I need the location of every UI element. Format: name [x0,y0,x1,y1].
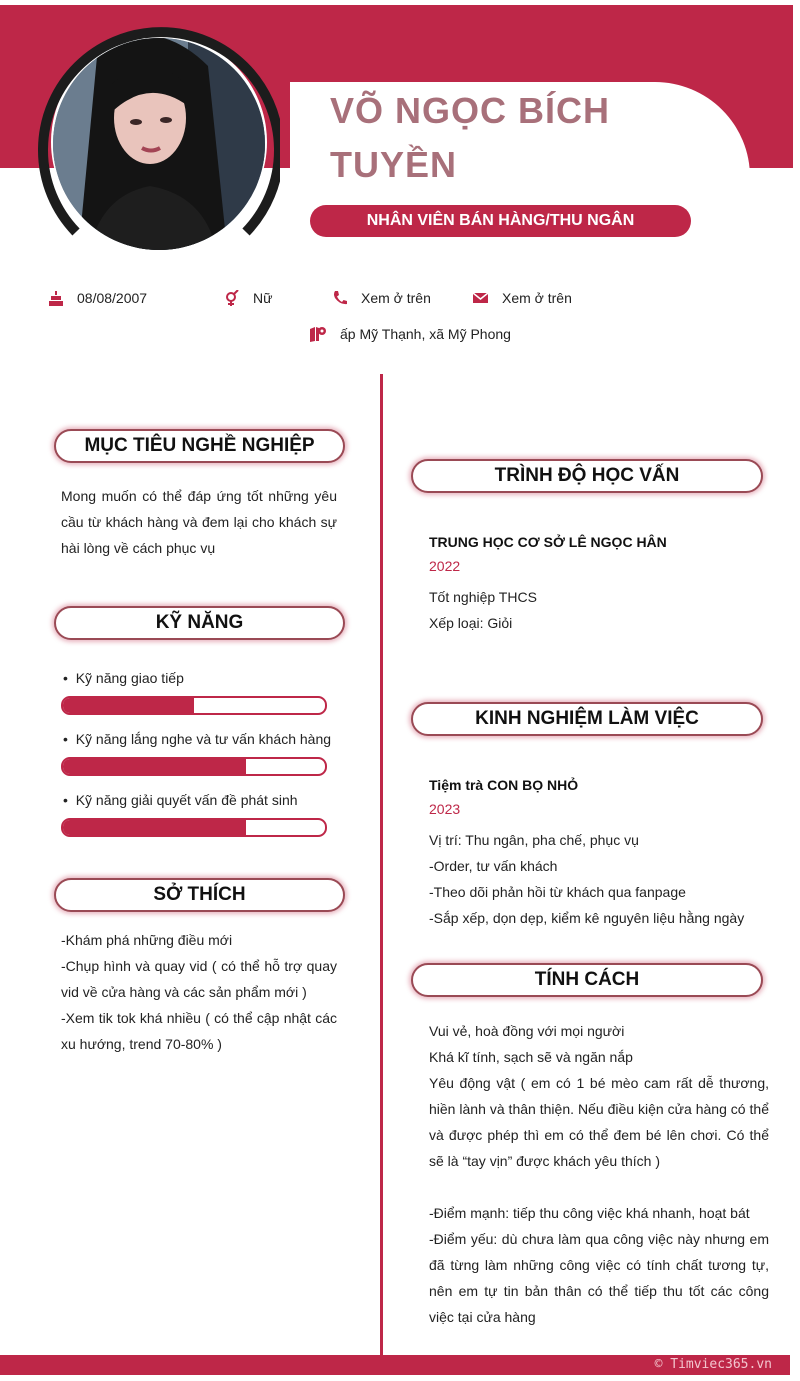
phone-icon [333,290,347,306]
skill-bar-fill [63,698,194,713]
job-title: NHÂN VIÊN BÁN HÀNG/THU NGÂN [310,205,691,237]
skill-bar [61,818,327,837]
contact-email [473,290,572,306]
skill-bar-fill [63,759,246,774]
skill-bar [61,757,327,776]
personality-text: Vui vẻ, hoà đồng với mọi người Khá kĩ tính, sạch sẽ và ngăn nắp Yêu động vật ( em có 1 bé mèo cam rất dễ thương, hiền lành và thân thiện. Nếu điều kiện cửa hàng có thể và được phép thì em có thể đem bé lên chơi. Có thể sẽ là “tay vịn” được khách yêu thích ) -Điểm mạnh: tiếp thu công việc khá nhanh, hoạt bát -Điểm yếu: dù chưa làm qua công việc này nhưng em đã từng làm những công việc có tính chất tương tự, nên em tự tin bản thân có thể tiếp thu tốt các công việc tại cửa hàng [429,1023,769,1325]
objective-text: Mong muốn có thể đáp ứng tốt những yêu cầu từ khách hàng và đem lại cho khách sự hài lòng về cách phục vụ [61,488,337,556]
gender-text: Nữ [253,290,273,306]
company-name: Tiệm trà CON BỌ NHỎ [429,777,579,793]
cake-icon [49,290,63,306]
school-name: TRUNG HỌC CƠ SỞ LÊ NGỌC HÂN [429,534,667,550]
skill-bar [61,696,327,715]
skills-heading: KỸ NĂNG [54,606,345,640]
avatar [38,26,280,258]
personality-heading: TÍNH CÁCH [411,963,763,997]
contact-gender [225,290,272,306]
address-text: ấp Mỹ Thạnh, xã Mỹ Phong [340,326,511,342]
mail-icon [473,292,488,304]
gender-icon [225,290,239,306]
experience-heading: KINH NGHIỆM LÀM VIỆC [411,702,763,736]
hobbies-text: -Khám phá những điều mới -Chụp hình và quay vid ( có thể hỗ trợ quay vid về cửa hàng và các sản phẩm mới ) -Xem tik tok khá nhiều ( có thể cập nhật các xu hướng, trend 70-80% ) [61,932,337,1052]
contact-birthday [49,290,147,306]
email-text: Xem ở trên [502,290,572,306]
education-details: Tốt nghiệp THCS Xếp loại: Giỏi [429,589,537,631]
experience-details: Vị trí: Thu ngân, pha chế, phục vụ -Order, tư vấn khách -Theo dõi phản hồi từ khách qua fanpage -Sắp xếp, dọn dẹp, kiểm kê nguyên liệu hằng ngày [429,832,745,926]
education-heading: TRÌNH ĐỘ HỌC VẤN [411,459,763,493]
contact-address [310,326,511,342]
phone-text: Xem ở trên [361,290,431,306]
skill-bar-fill [63,820,246,835]
contact-phone [333,290,431,306]
objective-heading: MỤC TIÊU NGHỀ NGHIỆP [54,429,345,463]
education-year: 2022 [429,558,461,574]
birthday-text: 08/08/2007 [77,290,148,306]
hobbies-heading: SỞ THÍCH [54,878,345,912]
skill-item: • Kỹ năng giải quyết vấn đề phát sinh [63,792,298,808]
experience-year: 2023 [429,801,461,817]
skill-item: • Kỹ năng lắng nghe và tư vấn khách hàng [63,731,332,747]
map-pin-icon [310,326,326,342]
footer-watermark: © Timviec365.vn [654,1357,772,1372]
skill-item: • Kỹ năng giao tiếp [63,670,184,686]
column-divider [380,374,383,1356]
candidate-name: VÕ NGỌC BÍCH TUYỀN [330,90,611,185]
